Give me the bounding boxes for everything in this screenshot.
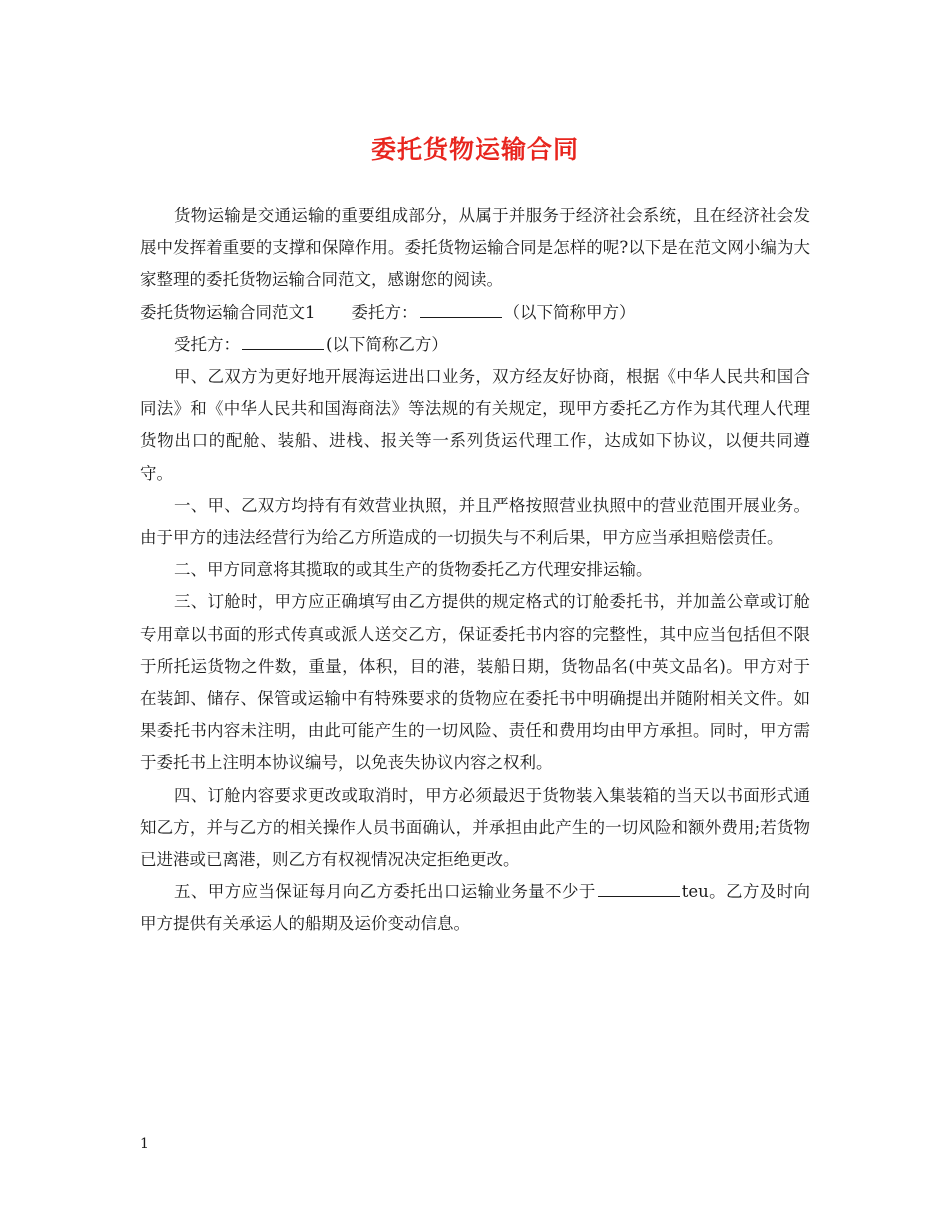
clause-preamble: 甲、乙双方为更好地开展海运进出口业务，双方经友好协商，根据《中华人民共和国合同法》和《中华人民共和国海商法》等法规的有关规定，现甲方委托乙方作为其代理人代理货物出口的配舱、装船、进栈、报关等一系列货运代理工作，达成如下协议，以便共同遵守。 <box>140 367 810 483</box>
clause-4: 四、订舱内容要求更改或取消时，甲方必须最迟于货物装入集装箱的当天以书面形式通知乙方，并与乙方的相关操作人员书面确认，并承担由此产生的一切风险和额外费用;若货物已进港或已离港，则乙方有权视情况决定拒绝更改。 <box>140 785 810 870</box>
clause-5 <box>140 876 810 940</box>
document-title: 委托货物运输合同 <box>370 135 579 164</box>
clause-5-before: 五、甲方应当保证每月向乙方委托出口运输业务量不少于 <box>174 882 596 902</box>
party-a-suffix: （以下简称甲方） <box>503 302 636 322</box>
page-number: 1 <box>140 1136 149 1152</box>
sample-heading-line <box>140 297 810 329</box>
intro-paragraph: 货物运输是交通运输的重要组成部分，从属于并服务于经济社会系统，且在经济社会发展中发挥着重要的支撑和保障作用。委托货物运输合同是怎样的呢?以下是在范文网小编为大家整理的委托货物运输合同范文，感谢您的阅读。 <box>140 206 810 290</box>
party-b-line <box>140 329 810 361</box>
party-b-suffix: (以下简称乙方） <box>326 334 448 354</box>
party-b-label: 受托方： <box>174 334 240 354</box>
party-a-label: 委托方： <box>351 302 418 322</box>
document-body <box>140 200 810 941</box>
teu-blank <box>598 878 680 897</box>
party-a-blank <box>420 299 502 318</box>
party-b-blank <box>242 331 324 350</box>
clause-5-after: teu。乙方及时向甲方提供有关承运人的船期及运价变动信息。 <box>140 882 810 934</box>
sample-title: 委托货物运输合同范文1 <box>140 302 316 322</box>
clause-1: 一、甲、乙双方均持有有效营业执照，并且严格按照营业执照中的营业范围开展业务。由于甲方的违法经营行为给乙方所造成的一切损失与不利后果，甲方应当承担赔偿责任。 <box>140 495 810 548</box>
clause-3: 三、订舱时，甲方应正确填写由乙方提供的规定格式的订舱委托书，并加盖公章或订舱专用章以书面的形式传真或派人送交乙方，保证委托书内容的完整性，其中应当包括但不限于所托运货物之件数，重量，体积，目的港，装船日期，货物品名(中英文品名)。甲方对于在装卸、储存、保管或运输中有特殊要求的货物应在委托书中明确提出并随附相关文件。如果委托书内容未注明，由此可能产生的一切风险、责任和费用均由甲方承担。同时，甲方需于委托书上注明本协议编号，以免丧失协议内容之权利。 <box>140 592 810 773</box>
clause-2: 二、甲方同意将其揽取的或其生产的货物委托乙方代理安排运输。 <box>174 560 653 580</box>
